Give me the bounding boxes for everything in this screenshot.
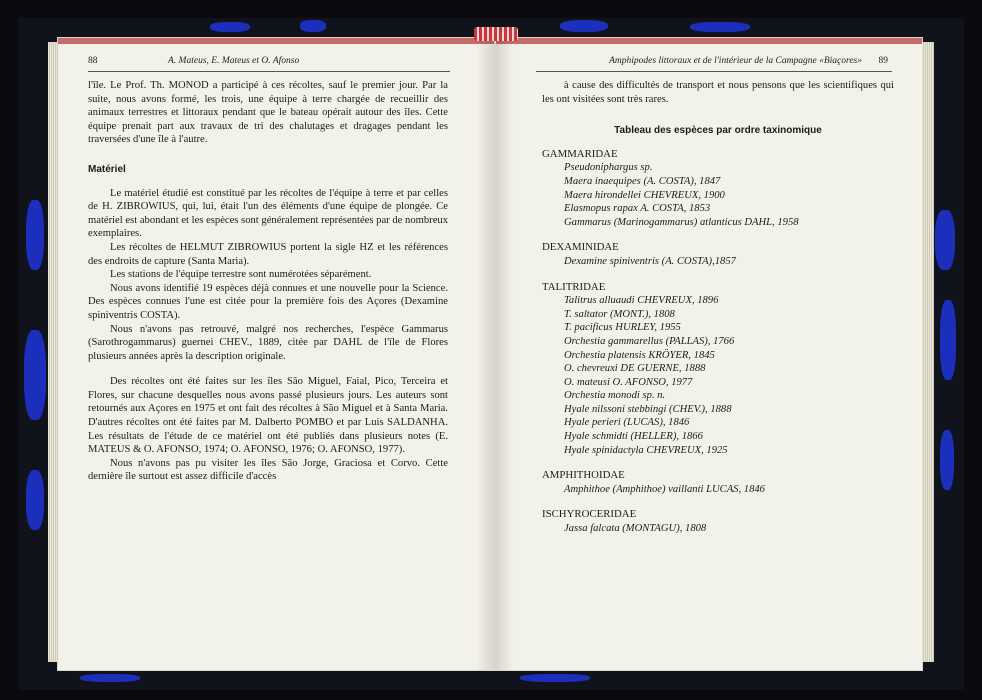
cover-pattern — [26, 470, 44, 530]
cover-pattern — [940, 300, 956, 380]
species-entry: Talitrus alluaudi CHEVREUX, 1896 — [564, 295, 719, 307]
species-entry: T. pacificus HURLEY, 1955 — [564, 322, 681, 334]
cover-pattern — [80, 674, 140, 682]
species-entry: Hyale schmidti (HELLER), 1866 — [564, 431, 703, 443]
cover-pattern — [24, 330, 46, 420]
species-entry: Gammarus (Marinogammarus) atlanticus DAHL, 1958 — [564, 216, 799, 228]
cover-pattern — [520, 674, 590, 682]
species-entry: Orchestia platensis KRÖYER, 1845 — [564, 349, 715, 361]
paragraph: Nous n'avons pas retrouvé, malgré nos recherches, l'espèce Gammarus (Sarothrogammarus) guernei CHEV., 1889, citée par DAHL de l'île de Flores plusieurs années après la description originale. — [88, 323, 448, 362]
family-heading: TALITRIDAE — [542, 280, 606, 293]
family-heading: GAMMARIDAE — [542, 147, 618, 160]
headband — [474, 27, 518, 41]
page-number: 89 — [878, 56, 888, 66]
species-entry: T. saltator (MONT.), 1808 — [564, 308, 675, 320]
left-page-body — [88, 79, 448, 484]
page-stack-left — [48, 42, 58, 662]
paragraph: Nous n'avons pas pu visiter les îles São Jorge, Graciosa et Corvo. Cette dernière île surtout est assez difficile d'accès — [88, 457, 448, 483]
family-heading: DEXAMINIDAE — [542, 241, 619, 254]
species-table — [542, 148, 894, 536]
family-heading: ISCHYROCERIDAE — [542, 508, 637, 521]
species-entry: Orchestia monodi sp. n. — [564, 390, 666, 402]
page-stack-right — [922, 42, 934, 662]
species-entry: Maera inaequipes (A. COSTA), 1847 — [564, 175, 721, 187]
page-top-edge — [496, 38, 922, 44]
species-entry: Elasmopus rapax A. COSTA, 1853 — [564, 203, 711, 215]
cover-pattern — [300, 20, 326, 32]
species-entry: Orchestia gammarellus (PALLAS), 1766 — [564, 335, 735, 347]
gutter-shadow — [496, 38, 514, 670]
left-page-header — [88, 56, 450, 72]
table-title: Tableau des espèces par ordre taxinomique — [614, 125, 822, 137]
species-entry: O. mateusi O. AFONSO, 1977 — [564, 376, 693, 388]
section-heading: Matériel — [88, 163, 126, 175]
cover-pattern — [935, 210, 955, 270]
species-entry: Hyale spinidactyla CHEVREUX, 1925 — [564, 444, 728, 456]
paragraph: Nous avons identifié 19 espèces déjà connues et une nouvelle pour la Science. Des espèces connues l'une est citée pour la première fois des Açores (Dexamine spiniventris COSTA). — [88, 282, 448, 321]
species-entry: Pseudoniphargus sp. — [564, 162, 653, 174]
paragraph: Les stations de l'équipe terrestre sont numérotées séparément. — [110, 269, 372, 281]
paragraph: Le matériel étudié est constitué par les récoltes de l'équipe à terre et par celles de H. ZIBROWIUS, qui, lui, était l'un des éléments d'une équipe de plongée. Ce matériel est abondant et les espèces sont généralement représentées par de nombreux exemplaires. — [88, 187, 448, 240]
running-head: A. Mateus, E. Mateus et O. Afonso — [168, 56, 300, 66]
family-heading: AMPHITHOIDAE — [542, 469, 625, 482]
cover-pattern — [690, 22, 750, 32]
page-number: 88 — [88, 56, 98, 66]
gutter-shadow — [476, 38, 494, 670]
species-entry: Jassa falcata (MONTAGU), 1808 — [564, 523, 707, 535]
paragraph: l'île. Le Prof. Th. MONOD a participé à ces récoltes, sauf le premier jour. Par la suite, nous avons formé, les trois, une équipe à terre chargée de recueillir des animaux terrestres et littoraux pendant que le bateau opérait autour des îles. Cette équipe prenait part aux travaux de tri des chalutages et dragages pendant les traversées d'une île à l'autre. — [88, 80, 448, 146]
paragraph: à cause des difficultés de transport et nous pensons que les scientifiques qui les ont visitées sont très rares. — [542, 80, 894, 105]
cover-pattern — [560, 20, 608, 32]
species-entry: Dexamine spiniventris (A. COSTA),1857 — [564, 255, 736, 267]
running-head: Amphipodes littoraux et de l'intérieur de la Campagne «Biaçores» — [609, 56, 862, 66]
species-entry: O. chevreuxi DE GUERNE, 1888 — [564, 363, 706, 375]
species-entry: Hyale perieri (LUCAS), 1846 — [564, 417, 690, 429]
right-page-header — [536, 56, 892, 72]
paragraph: Des récoltes ont été faites sur les îles São Miguel, Faial, Pico, Terceira et Flores, sur chacune desquelles nous avons passé plusieurs jours. Les auteurs sont retournés aux Açores en 1975 et ont fait des récoltes à São Miguel et à Santa Maria. D'autres récoltes ont été faites par M. Dalberto POMBO et par Luis SALDANHA. Les résultats de l'étude de ce matériel ont été publiés dans plusieurs notes (E. MATEUS & O. AFONSO, 1974; O. AFONSO, 1976; O. AFONSO, 1977). — [88, 376, 448, 456]
cover-pattern — [940, 430, 954, 490]
cover-pattern — [26, 200, 44, 270]
cover-pattern — [210, 22, 250, 32]
species-entry: Maera hirondellei CHEVREUX, 1900 — [564, 189, 725, 201]
species-entry: Amphithoe (Amphithoe) vaillanti LUCAS, 1846 — [564, 483, 765, 495]
right-page-body — [542, 79, 894, 536]
species-entry: Hyale nilssoni stebbingi (CHEV.), 1888 — [564, 403, 732, 415]
page-top-edge — [58, 38, 494, 44]
paragraph: Les récoltes de HELMUT ZIBROWIUS portent la sigle HZ et les références des endroits de capture (Santa Maria). — [88, 241, 448, 267]
